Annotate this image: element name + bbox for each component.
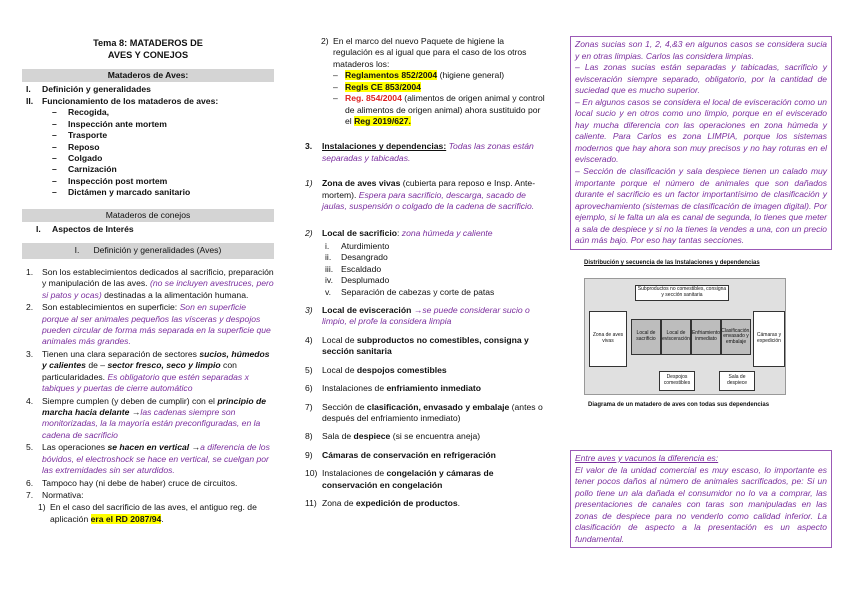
diagram-box-camaras: Cámaras y expedición — [753, 311, 785, 367]
facility-item: 2) Local de sacrificio: zona húmeda y caliente — [305, 228, 493, 239]
normativa-sublist — [22, 502, 274, 525]
note-box-zonas — [570, 36, 832, 250]
diagram-box-aves-vivas: Zona de aves vivas — [589, 311, 627, 367]
aves-header-bar: Mataderos de Aves: — [22, 69, 274, 82]
section-bar-definicion: I. Definición y generalidades (Aves) — [22, 243, 274, 258]
page-title — [22, 38, 274, 61]
outline-list — [22, 84, 274, 107]
column-left — [22, 34, 274, 525]
note-paragraph: – Sección de clasificación y sala despiece tienen un calado muy importante porque el número de animales que son dañados durante el sacrificio es un factor importantísimo de clasificación y aprovechamiento (sistemas de clasificación de imagen digital). Por ejemplo, si le falta un ala es canal de segunda, lo tienes que meter a sala de despiece y si no la tienes la vendes a una, con un precio aún más bajo. Por eso hay tantas secciones. — [575, 166, 827, 246]
point-item: 7. Normativa: — [26, 489, 84, 500]
column-right — [570, 34, 832, 544]
points-list — [22, 267, 274, 501]
point-item: 6. Tampoco hay (ni debe de haber) cruce de circuitos. — [26, 477, 238, 488]
note-paragraph: El valor de la unidad comercial es muy escaso, lo importante es tener pocos daños al número de animales sacrificados, pe: Si un pollo tiene un ala dañada el consumidor no lo va a comprar, las presentaciones de canales con taras son manipuladas en las zonas de despiece para no venderlo como calidad inferior. La clasificación de aspecto a la presentación es un aspecto fundamental. — [575, 464, 827, 544]
diagram-box-sacrificio: Local de sacrificio — [631, 319, 661, 355]
step-item: – Dictámen y marcado sanitario — [52, 187, 191, 198]
diagram-box-despiece: Sala de despiece — [719, 371, 755, 391]
point-item: 5. Las operaciones se hacen en vertical →a diferencia de los bóvidos, el electroshock se hace en vertical, se cuelgan por las extremidades sin ser aturdidos. — [26, 442, 270, 476]
outline-item: II. Funcionamiento de los mataderos de aves: — [26, 95, 219, 106]
diagram-box-subproductos: Subproductos no comestibles, consigna y sección sanitaria — [635, 285, 729, 301]
step-item: – Trasporte — [52, 130, 108, 141]
facility-diagram — [570, 260, 832, 450]
title-line-1: Tema 8: MATADEROS DE — [93, 38, 203, 48]
normativa-item: 1) En el caso del sacrificio de las aves, el antiguo reg. de aplicación era el RD 2087/94. — [38, 502, 257, 524]
outline-item: I. Definición y generalidades — [26, 84, 151, 95]
regs-list — [305, 70, 545, 127]
note-paragraph: Zonas sucias son 1, 2, 4,&3 en algunos casos se considera sucia y en otras limpias. Carlos las considera limpias. — [575, 39, 827, 61]
note-title: Entre aves y vacunos la diferencia es: — [575, 453, 719, 463]
diagram-box-evisceracion: Local de evisceración — [661, 319, 691, 355]
note-paragraph: – En algunos casos se considera el local de evisceración como un local sucio y en otros como uno limpio, porque en el eviscerado hay mucha diferencia con las operaciones en zona húmeda y caliente. Para Carlos es zona LIMPIA, porque los sistemas modernos que hay ahora son muy precisos y no hay roturas en el eviscerado. — [575, 96, 827, 165]
step-item: – Recogida, — [52, 107, 110, 118]
sacrificio-sublist — [305, 241, 545, 298]
diagram-frame — [584, 278, 786, 395]
sub-item: i. Aturdimiento — [325, 240, 390, 251]
point-item: 3. Tienen una clara separación de sectores sucios, húmedos y calientes de – sector fresco, seco y limpio con particularidades. Es obligatorio que estén separadas x tabiques y puertas de cierre automático — [26, 348, 270, 394]
facility-item: 11) Zona de expedición de productos. — [305, 498, 461, 509]
conejos-list — [22, 224, 274, 235]
normativa-continued — [305, 36, 545, 70]
facility-item: 6) Instalaciones de enfriamiento inmediato — [305, 383, 482, 394]
diagram-box-clasificacion: Clasificación, envasado y embalaje — [721, 319, 751, 355]
conejos-item: I. Aspectos de Interés — [36, 224, 134, 235]
facility-item: 1) Zona de aves vivas (cubierta para reposo e Insp. Ante-mortem). Espera para sacrificio, descarga, sacado de jaulas, suspensión o colgado de la cadena de sacrificio. — [305, 178, 536, 212]
diagram-title: Distribución y secuencia de las Instalaciones y dependencias — [584, 259, 760, 266]
step-item: – Inspección post mortem — [52, 175, 168, 186]
point-item: 2. Son establecimientos en superficie: Son en superficie porque al ser animales pequeños las vísceras y despojos pueden circular de forma más separada en la superficie que animales más grandes. — [26, 302, 271, 347]
facility-item: 8) Sala de despiece (si se encuentra aneja) — [305, 431, 481, 442]
reg-item: – Regls CE 853/2004 — [333, 81, 421, 92]
sub-item: iii. Escaldado — [325, 263, 382, 274]
section-3-heading: 3. Instalaciones y dependencias: Todas las zonas están separadas y tabicadas. — [305, 141, 534, 163]
diagram-box-enfriamiento: Enfriamiento inmediato — [691, 319, 721, 355]
reg-item: – Reg. 854/2004 (alimentos de origen animal y control de alimentos de origen animal) ahora sustituido por el Reg 2019/627. — [333, 93, 545, 126]
diagram-caption: Diagrama de un matadero de aves con todas sus dependencias — [588, 401, 770, 408]
sub-item: iv. Desplumado — [325, 275, 390, 286]
step-item: – Reposo — [52, 141, 100, 152]
facility-item: 10) Instalaciones de congelación y cámaras de conservación en congelación — [305, 468, 494, 490]
sub-item: ii. Desangrado — [325, 252, 388, 263]
title-line-2: AVES Y CONEJOS — [107, 49, 189, 60]
note-paragraph: – Las zonas sucias están separadas y tabicadas, sacrificio y evisceración siempre separado, obligatorio, por la cantidad de suciedad que es mucho superior. — [575, 62, 827, 96]
facility-item: 5) Local de despojos comestibles — [305, 364, 447, 375]
facility-item: 9) Cámaras de conservación en refrigeración — [305, 449, 496, 460]
conejos-header-bar: Mataderos de conejos — [22, 209, 274, 222]
normativa-item: 2) En el marco del nuevo Paquete de higiene la regulación es al igual que para el caso de los otros mataderos los: — [321, 36, 527, 69]
step-item: – Inspección ante mortem — [52, 118, 167, 129]
reg-item: – Reglamentos 852/2004 (higiene general) — [333, 70, 505, 81]
facility-item: 3) Local de evisceración →se puede considerar sucio o limpio, el profe la considera limpia — [305, 305, 530, 327]
point-item: 1. Son los establecimientos dedicados al sacrificio, preparación y manipulación de las aves. (no se incluyen avestruces, pero si patos y ocas) destinadas a la alimentación humana. — [26, 266, 274, 300]
sub-item: v. Separación de cabezas y corte de patas — [325, 286, 495, 297]
facility-item: 4) Local de subproductos no comestibles, consigna y sección sanitaria — [305, 334, 529, 357]
steps-list — [22, 107, 274, 198]
diagram-box-despojos: Despojos comestibles — [659, 371, 695, 391]
note-box-diferencia — [570, 450, 832, 548]
point-item: 4. Siempre cumplen (y deben de cumplir) con el principio de marcha hacia delante →las cadenas siempre son monitorizadas, la la mayoría están preconfiguradas, en la cadena de sacrificio — [26, 395, 267, 440]
step-item: – Carnización — [52, 164, 117, 175]
step-item: – Colgado — [52, 152, 103, 163]
facility-item: 7) Sección de clasificación, envasado y embalaje (antes o después del enfriamiento inmediato) — [305, 401, 543, 423]
column-middle — [305, 34, 545, 517]
